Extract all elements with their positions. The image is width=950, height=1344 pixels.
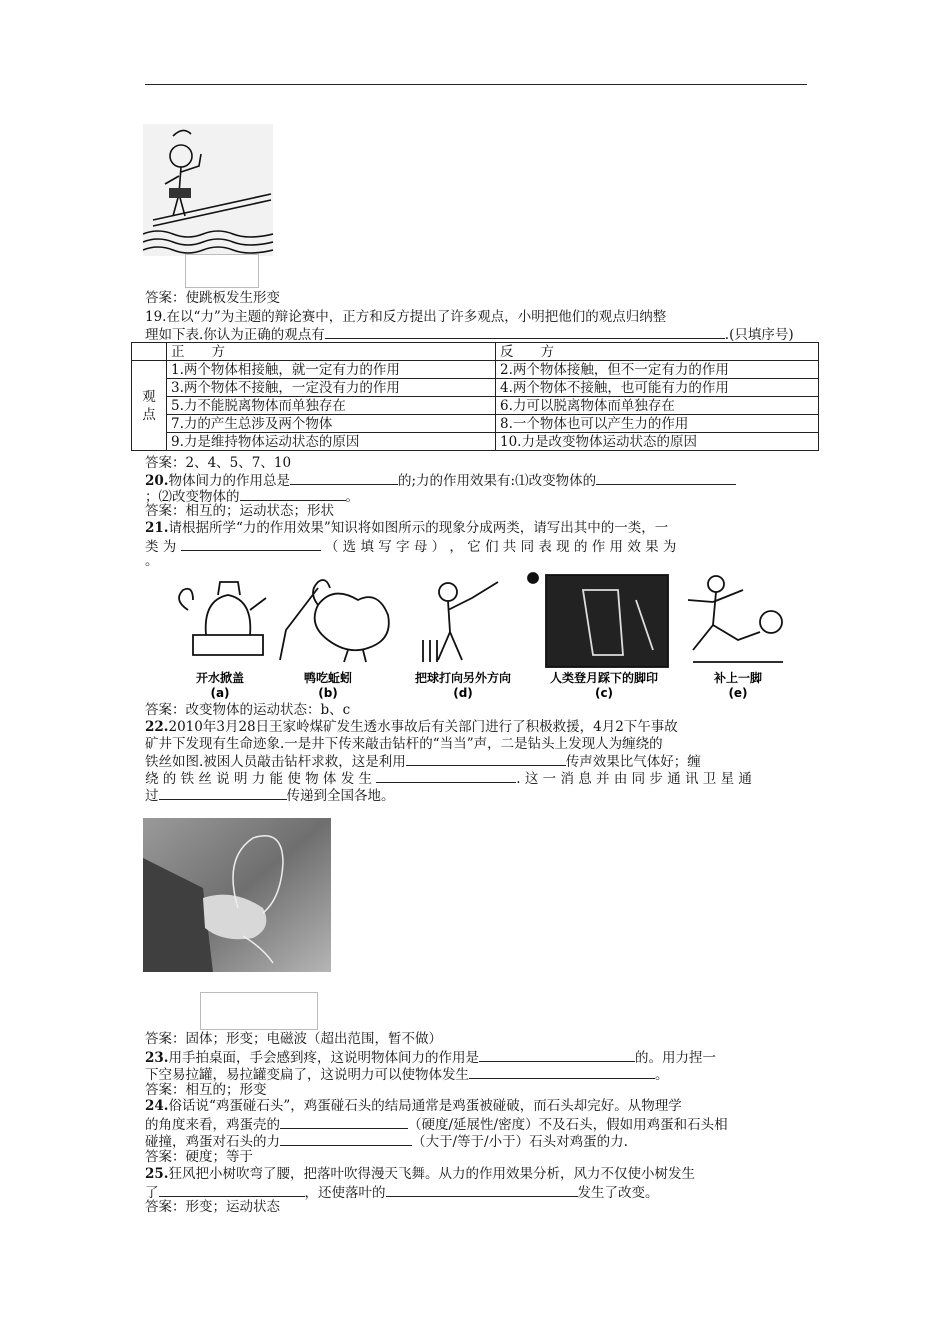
debate-table: [131, 342, 819, 451]
q25-answer: 答案：形变；运动状态: [145, 1199, 280, 1215]
q25-text-1: 狂风把小树吹弯了腰，把落叶吹得漫天飞舞。从力的作用效果分析，风力不仅使小树发生: [168, 1166, 695, 1182]
q23-answer: 答案：相互的；形变: [145, 1082, 267, 1098]
table-row: [132, 397, 819, 415]
duck-icon: [315, 594, 389, 651]
table-cell: 2.两个物体接触，但不一定有力的作用: [496, 361, 819, 379]
caption-e: 补上一脚: [713, 671, 763, 685]
q23-text-2b: 。: [655, 1067, 669, 1083]
q24-text-2a: 的角度来看，鸡蛋壳的: [145, 1117, 280, 1133]
q21-text-2b: （ 选 填 写 字 母 ） ， 它 们 共 同 表 现 的 作 用 效 果 为: [324, 539, 677, 555]
q24-number: 24.: [145, 1098, 169, 1114]
q24-stem-line3: [145, 1132, 628, 1150]
kettle-icon: [193, 635, 263, 655]
q25-stem-line1: [145, 1166, 695, 1182]
q25-text-2a: 了: [145, 1185, 159, 1201]
q20-blank-3[interactable]: [240, 487, 346, 501]
table-cell: 8.一个物体也可以产生力的作用: [496, 415, 819, 433]
q21-blank-1[interactable]: [181, 537, 321, 551]
q23-text-1b: 的。用力捏一: [635, 1050, 716, 1066]
q21-stem-line1: [145, 520, 668, 536]
batter-icon: [439, 583, 457, 601]
q20-text-c: ；⑵改变物体的: [145, 489, 240, 505]
q21-stem-line2: [145, 537, 676, 555]
q22-stem-line3: [145, 752, 701, 770]
wire-hand-photo: [143, 818, 331, 972]
table-cell: 9.力是维持物体运动状态的原因: [167, 433, 496, 451]
letter-c: (c): [594, 686, 614, 700]
q23-number: 23.: [145, 1050, 169, 1066]
table-cell: 6.力可以脱离物体而单独存在: [496, 397, 819, 415]
q20-answer: 答案：相互的；运动状态；形状: [145, 503, 334, 519]
table-cell: 4.两个物体不接触，也可能有力的作用: [496, 379, 819, 397]
table-row: [132, 361, 819, 379]
letter-d: (d): [453, 686, 473, 700]
q21-text-2a: 类 为: [145, 539, 177, 555]
q19-stem-line2: [145, 325, 794, 343]
table-row: [132, 433, 819, 451]
q24-stem-line2: [145, 1115, 728, 1133]
q25-blank-2[interactable]: [386, 1183, 578, 1197]
q24-answer: 答案：硬度；等于: [145, 1149, 253, 1165]
q24-stem-line1: [145, 1098, 682, 1114]
q22-text-3b: 传声效果比气体好；缠: [565, 754, 701, 770]
q23-stem-line2: [145, 1065, 669, 1083]
force-effects-figure: [168, 570, 788, 700]
letter-a: (a): [210, 686, 230, 700]
q21-stem-line3: 。: [145, 553, 159, 569]
q22-text-5b: 传递到全国各地。: [286, 788, 395, 804]
q24-text-3b: （大于/等于/小于）石头对鸡蛋的力.: [412, 1134, 628, 1150]
q19-text-a: 理如下表.你认为正确的观点有: [145, 327, 325, 343]
q22-blank-2[interactable]: [376, 769, 516, 783]
q22-answer: 答案：固体；形变；电磁波（超出范围，暂不做）: [145, 1031, 442, 1047]
q22-text-3a: 铁丝如图.被困人员敲击钻杆求救，这是利用: [145, 754, 406, 770]
q22-stem-line5: [145, 786, 395, 804]
q18-answer: 答案：使跳板发生形变: [145, 290, 280, 306]
q22-blank-1[interactable]: [406, 752, 566, 766]
q20-text-a: 物体间力的作用总是: [168, 473, 290, 489]
caption-d: 把球打向另外方向: [414, 671, 512, 685]
q19-stem-line1: 19.在以“力”为主题的辩论赛中，正方和反方提出了许多观点，小明把他们的观点归纳整: [145, 309, 667, 325]
letter-e: (e): [728, 686, 748, 700]
q22-text-1: 2010年3月28日王家岭煤矿发生透水事故后有关部门进行了积极救援，4月2下午事故: [168, 719, 678, 735]
table-row: [132, 415, 819, 433]
q20-text-d: 。: [345, 489, 359, 505]
q19-text-b: .(只填序号): [724, 327, 794, 343]
q22-stem-line1: [145, 719, 678, 735]
header-pro: 正 方: [167, 343, 496, 361]
q23-text-1a: 用手拍桌面，手会感到疼，这说明物体间力的作用是: [168, 1050, 479, 1066]
side-label: 观点: [132, 361, 167, 451]
q23-text-2a: 下空易拉罐，易拉罐变扁了，这说明力可以使物体发生: [145, 1067, 469, 1083]
q19-answer: 答案：2、4、5、7、10: [145, 455, 292, 471]
q21-answer: 答案：改变物体的运动状态：b、c: [145, 702, 351, 718]
table-cell: 1.两个物体相接触，就一定有力的作用: [167, 361, 496, 379]
table-cell: 10.力是改变物体运动状态的原因: [496, 433, 819, 451]
q23-stem-line1: [145, 1048, 716, 1066]
footprint-icon: [546, 575, 668, 667]
q24-blank-2[interactable]: [280, 1132, 412, 1146]
header-rule: [145, 84, 807, 85]
table-cell: 3.两个物体不接触，一定没有力的作用: [167, 379, 496, 397]
header-con: 反 方: [496, 343, 819, 361]
q21-number: 21.: [145, 520, 169, 536]
soccer-icon: [708, 576, 724, 592]
image-placeholder-1: [185, 254, 259, 288]
caption-c: 人类登月踩下的脚印: [549, 671, 659, 685]
q22-blank-3[interactable]: [159, 786, 287, 800]
q20-text-b: 的;力的作用效果有:⑴改变物体的: [398, 473, 597, 489]
q24-text-1: 俗话说“鸡蛋碰石头”，鸡蛋碰石头的结局通常是鸡蛋被碰破，而石头却完好。从物理学: [168, 1098, 682, 1114]
q22-text-4b: . 这 一 消 息 并 由 同 步 通 讯 卫 星 通: [516, 771, 752, 787]
q22-text-4a: 绕 的 铁 丝 说 明 力 能 使 物 体 发 生: [145, 771, 372, 787]
table-cell: 5.力不能脱离物体而单独存在: [167, 397, 496, 415]
q22-stem-line2: 矿井下发现有生命迹象.一是井下传来敲击钻杆的“当当”声，二是钻头上发现人为缠绕的: [145, 736, 663, 752]
q25-text-2b: ，还使落叶的: [304, 1185, 386, 1201]
q22-stem-line4: [145, 769, 752, 787]
image-placeholder-2: [200, 992, 318, 1030]
table-cell: 7.力的产生总涉及两个物体: [167, 415, 496, 433]
q22-text-5a: 过: [145, 788, 159, 804]
table-row: [132, 379, 819, 397]
q25-text-2c: 发生了改变。: [577, 1185, 659, 1201]
caption-a: 开水掀盖: [195, 671, 245, 685]
q23-blank-1[interactable]: [479, 1048, 635, 1062]
q25-blank-1[interactable]: [159, 1183, 305, 1197]
letter-b: (b): [318, 686, 338, 700]
q19-answer-blank[interactable]: [325, 325, 725, 339]
q20-blank-2[interactable]: [596, 471, 736, 485]
q20-blank-1[interactable]: [290, 471, 398, 485]
q24-text-3a: 碰撞，鸡蛋对石头的力: [145, 1134, 280, 1150]
q22-number: 22.: [145, 719, 169, 735]
q23-blank-2[interactable]: [469, 1065, 655, 1079]
diving-board-figure: [143, 124, 273, 256]
q24-text-2b: （硬度/延展性/密度）不及石头，假如用鸡蛋和石头相: [408, 1117, 728, 1133]
table-header-row: [132, 343, 819, 361]
q21-text-1: 请根据所学“力的作用效果”知识将如图所示的现象分成两类，请写出其中的一类，一: [168, 520, 669, 536]
q25-number: 25.: [145, 1166, 169, 1182]
q24-blank-1[interactable]: [280, 1115, 408, 1129]
q20-number: 20.: [145, 473, 169, 489]
caption-b: 鸭吃蚯蚓: [303, 671, 353, 685]
